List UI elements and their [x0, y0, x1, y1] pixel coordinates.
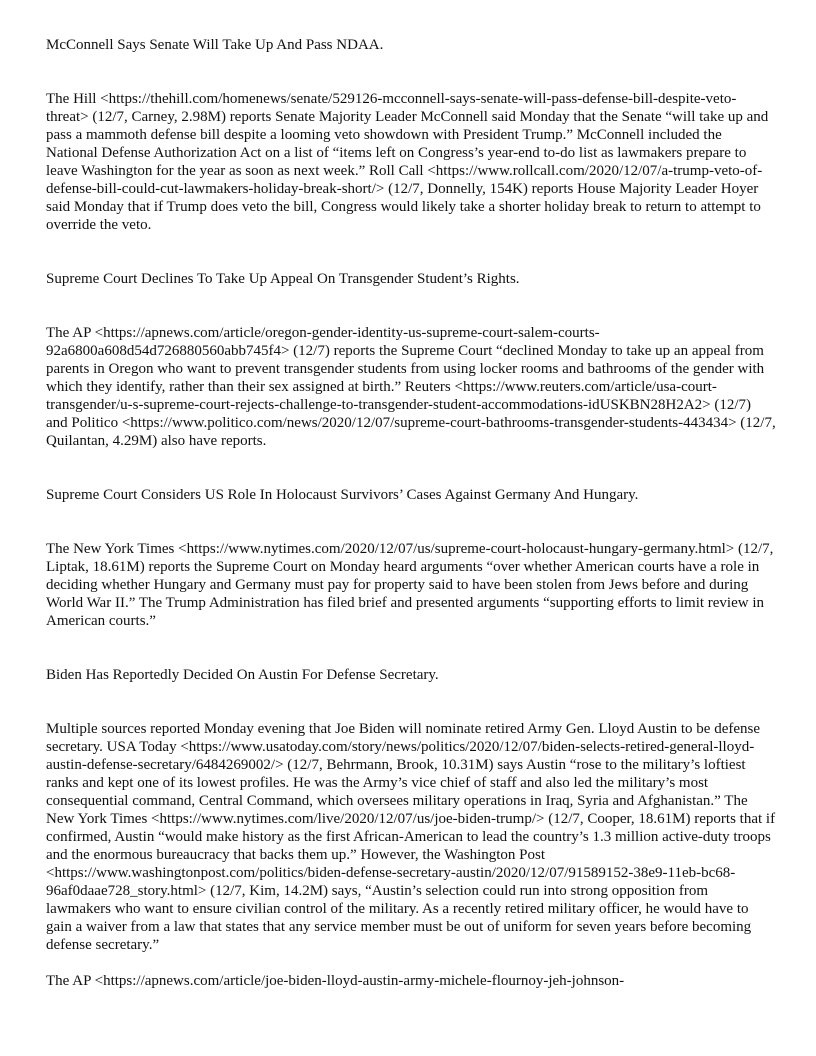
- story-paragraph: The AP <https://apnews.com/article/joe-biden-lloyd-austin-army-michele-flournoy-jeh-johnson-: [46, 973, 625, 989]
- story-headline: Biden Has Reportedly Decided On Austin For Defense Secretary.: [46, 667, 439, 683]
- story-paragraph: The Hill <https://thehill.com/homenews/senate/529126-mcconnell-says-senate-will-pass-defense-bill-despite-veto-threat> (12/7, Carney, 2.98M) reports Senate Majority Leader McConnell said Monday that the Senate “will take up and pass a mammoth defense bill despite a looming veto showdown with President Trump.” McConnell included the National Defense Authorization Act on a list of “items left on Congress’s year-end to-do list as lawmakers prepare to leave Washington for the year as soon as next week.” Roll Call <https://www.rollcall.com/2020/12/07/a-trump-veto-of-defense-bill-could-cut-lawmakers-holiday-break-short/> (12/7, Donnelly, 154K) reports House Majority Leader Hoyer said Monday that if Trump does veto the bill, Congress would likely take a shorter holiday break to return to attempt to override the veto.: [46, 91, 773, 233]
- story-headline: McConnell Says Senate Will Take Up And Pass NDAA.: [46, 37, 384, 53]
- story-headline: Supreme Court Considers US Role In Holocaust Survivors’ Cases Against Germany And Hungary.: [46, 487, 639, 503]
- story-paragraph: The AP <https://apnews.com/article/oregon-gender-identity-us-supreme-court-salem-courts-92a6800a608d54d726880560abb745f4> (12/7) reports the Supreme Court “declined Monday to take up an appeal from parents in Oregon who want to prevent transgender students from using locker rooms and bathrooms of the gender with which they identify, rather than their sex assigned at birth.” Reuters <https://www.reuters.com/article/usa-court-transgender/u-s-supreme-court-rejects-challenge-to-transgender-student-accommodations-idUSKBN28H2A2> (12/7) and Politico <https://www.politico.com/news/2020/12/07/supreme-court-bathrooms-transgender-students-443434> (12/7, Quilantan, 4.29M) also have reports.: [46, 325, 780, 449]
- story-paragraph: Multiple sources reported Monday evening that Joe Biden will nominate retired Army Gen. Lloyd Austin to be defense secretary. USA Today <https://www.usatoday.com/story/news/politics/2020/12/07/biden-selects-retired-general-lloyd-austin-defense-secretary/6484269002/> (12/7, Behrmann, Brook, 10.31M) says Austin “rose to the military’s loftiest ranks and kept one of its lowest profiles. He was the Army’s vice chief of staff and also led the military’s most consequential command, Central Command, which oversees military operations in Iraq, Syria and Afghanistan.” The New York Times <https://www.nytimes.com/live/2020/12/07/us/joe-biden-trump/> (12/7, Cooper, 18.61M) reports that if confirmed, Austin “would make history as the first African-American to lead the country’s 1.3 million active-duty troops and the enormous bureaucracy that backs them up.” However, the Washington Post <https://www.washingtonpost.com/politics/biden-defense-secretary-austin/2020/12/07/91589152-38e9-11eb-bc68-96af0daae728_story.html> (12/7, Kim, 14.2M) says, “Austin’s selection could run into strong opposition from lawmakers who want to ensure civilian control of the military. As a recently retired military officer, he would have to gain a waiver from a law that states that any service member must be out of uniform for seven years before becoming defense secretary.”: [46, 721, 779, 953]
- document-page: [46, 36, 780, 990]
- story-headline: Supreme Court Declines To Take Up Appeal On Transgender Student’s Rights.: [46, 271, 520, 287]
- story-paragraph: The New York Times <https://www.nytimes.com/2020/12/07/us/supreme-court-holocaust-hungary-germany.html> (12/7, Liptak, 18.61M) reports the Supreme Court on Monday heard arguments “over whether American courts have a role in deciding whether Hungary and Germany must pay for property said to have been stolen from Jews before and during World War II.” The Trump Administration has filed brief and presented arguments “supporting efforts to limit review in American courts.”: [46, 541, 778, 629]
